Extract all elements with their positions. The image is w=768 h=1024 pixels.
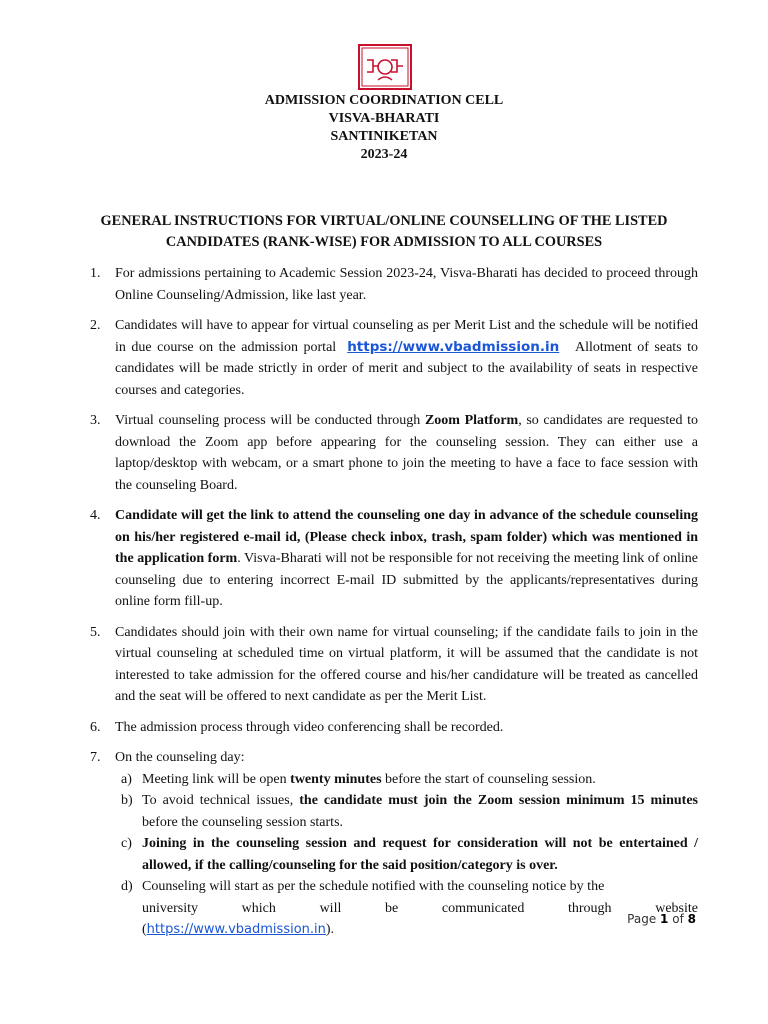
sub-item-label: c) — [121, 836, 132, 851]
instructions-list — [90, 263, 698, 950]
paren-open: ( — [142, 922, 147, 937]
word: university — [142, 900, 198, 916]
sub-item-bold: twenty minutes — [290, 771, 382, 787]
word: be — [385, 900, 399, 916]
instruction-6 — [90, 717, 698, 739]
sub-item-bold: the candidate must join the Zoom session minimum 15 minutes — [299, 793, 699, 808]
sub-item-label: a) — [121, 771, 132, 787]
item-text: Candidates should join with their own name for virtual counseling; if the candidate fails to join in the virtual counseling at scheduled time on virtual platform, it will be assumed that the candidate is not interested to take admission for the offered course and his/her candidature will be treated as cancelled and the seat will be offered to next candidate as per the Merit List. — [115, 624, 698, 704]
sub-item-text-cont: before the counseling session starts. — [142, 814, 344, 830]
sub-item-b — [115, 790, 698, 833]
item-bold-text: Candidate will get the link to attend the counseling one day in advance of the schedule counseling on his/her registered e-mail id, (Please check inbox, trash, spam folder) which was mentioned in the application form — [115, 508, 698, 566]
item-text: The admission process through video conferencing shall be recorded. — [115, 719, 504, 735]
page-of: of — [672, 912, 684, 926]
instruction-2 — [90, 315, 698, 401]
admission-portal-link[interactable]: https://www.vbadmission.in — [347, 338, 560, 355]
item-number: 3. — [90, 413, 101, 428]
word: communicated — [441, 900, 525, 916]
paren-close: ). — [325, 922, 335, 937]
document-header — [0, 92, 768, 164]
document-title — [60, 211, 708, 253]
page-footer — [627, 912, 696, 926]
item-text-cont: . Visva-Bharati will not be responsible for not receiving the meeting link of online counseling due to entering incorrect E-mail ID submitted by the applicants/representatives during online form fill-up. — [115, 551, 698, 609]
word: website — [655, 900, 698, 916]
page-total: 8 — [687, 912, 696, 926]
title-line-1: GENERAL INSTRUCTIONS FOR VIRTUAL/ONLINE COUNSELLING OF THE LISTED — [100, 213, 668, 229]
item-number: 1. — [90, 266, 101, 281]
sub-item-text-cont: before the start of counseling session. — [385, 771, 596, 787]
instruction-5 — [90, 622, 698, 708]
item-text: Candidates will have to appear for virtual counseling as per Merit List and the schedule will be notified in due course on the admission portal — [115, 318, 698, 355]
item-number: 7. — [90, 750, 101, 765]
item-number: 4. — [90, 508, 101, 523]
header-university: VISVA-BHARATI — [328, 111, 440, 126]
item-text: Virtual counseling process will be conducted through — [115, 413, 421, 428]
word: which — [241, 900, 276, 916]
instruction-3 — [90, 410, 698, 496]
header-location: SANTINIKETAN — [330, 129, 438, 144]
website-link[interactable]: https://www.vbadmission.in — [146, 922, 326, 937]
item-text: On the counseling day: — [115, 750, 245, 765]
instruction-1 — [90, 263, 698, 306]
sub-item-d — [115, 876, 698, 941]
instruction-7 — [90, 747, 698, 941]
website-line — [142, 919, 698, 941]
zoom-platform-text: Zoom Platform — [424, 413, 519, 428]
instruction-4 — [90, 505, 698, 613]
sub-item-label: b) — [121, 793, 133, 808]
item-text: For admissions pertaining to Academic Session 2023-24, Visva-Bharati has decided to proceed through Online Counseling/Admission, like last year. — [115, 266, 698, 303]
item-number: 5. — [90, 624, 101, 640]
header-cell-name: ADMISSION COORDINATION CELL — [264, 93, 504, 108]
word: through — [568, 900, 612, 916]
sub-item-spread-line — [142, 898, 698, 920]
item-number: 2. — [90, 318, 101, 333]
sub-item-text: Meeting link will be open — [142, 771, 287, 787]
item-text-cont: , so candidates are requested to download the Zoom app before appearing for the counseling session. They can either use a laptop/desktop with webcam, or a smart phone to join the meeting to have a face to face session with the counseling Board. — [115, 413, 699, 493]
word: will — [319, 900, 342, 916]
sub-item-text: Counseling will start as per the schedule notified with the counseling notice by the — [142, 879, 605, 894]
page-current: 1 — [660, 912, 669, 926]
sub-item-c — [115, 833, 698, 876]
header-session: 2023-24 — [360, 147, 408, 162]
title-line-2: CANDIDATES (RANK-WISE) FOR ADMISSION TO ALL COURSES — [165, 234, 603, 250]
item-number: 6. — [90, 719, 101, 735]
sub-item-a — [115, 769, 698, 791]
sub-item-bold: Joining in the counseling session and request for consideration will not be entertained / allowed, if the calling/counseling for the said position/category is over. — [142, 836, 698, 873]
item-text-cont: Allotment of seats to candidates will be made strictly in order of merit and subject to the availability of seats in respective courses and categories. — [115, 339, 699, 398]
sub-item-text: To avoid technical issues, — [142, 793, 294, 808]
sub-item-label: d) — [121, 879, 133, 894]
university-logo — [358, 44, 412, 90]
page-label: Page — [627, 912, 657, 926]
